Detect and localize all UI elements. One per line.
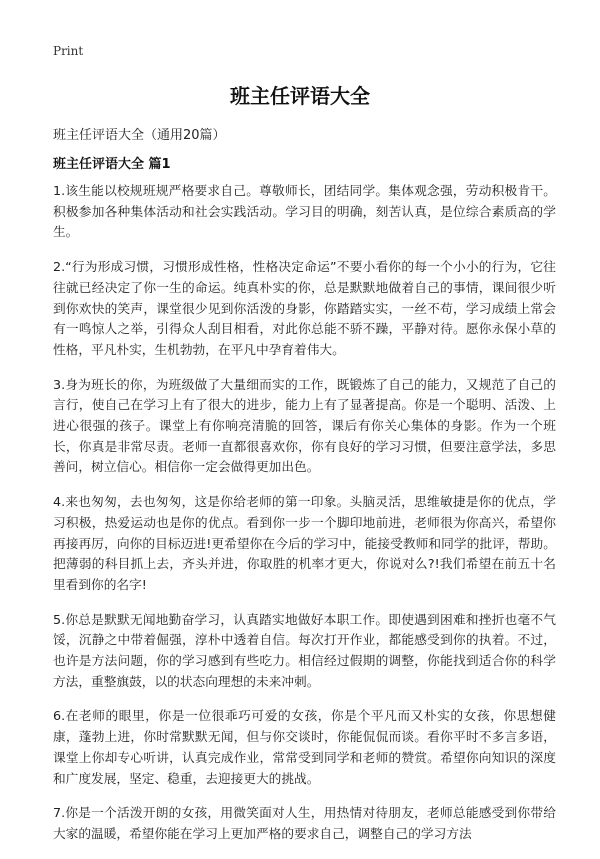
article-body (53, 181, 556, 859)
comment-paragraph-5: 5.你总是默默无闻地勤奋学习，认真踏实地做好本职工作。即使遇到困难和挫折也毫不气馁，沉静之中带着倔强，淳朴中透着自信。每次打开作业，都能感受到你的执着。不过，也许是方法问题，你的学习感到有些吃力。相信经过假期的调整，你能找到适合你的科学方法，重整旗鼓，以的状态向理想的未来冲刺。 (53, 611, 556, 689)
comment-paragraph-3: 3.身为班长的你，为班级做了大量细而实的工作，既锻炼了自己的能力，又规范了自己的言行，使自己在学习上有了很大的进步，能力上有了显著提高。你是一个聪明、活泼、上进心很强的孩子。课堂上有你响亮清脆的回答，课后有你关心集体的身影。作为一个班长，你真是非常尽责。老师一直都很喜欢你，你有良好的学习习惯，但要注意学法，多思善问，树立信心。相信你一定会做得更加出色。 (53, 376, 556, 475)
print-link[interactable]: Print (53, 44, 84, 58)
comment-paragraph-6: 6.在老师的眼里，你是一位很乖巧可爱的女孩，你是个平凡而又朴实的女孩，你思想健康，蓬勃上进，你时常默默无闻，但与你交谈时，你能侃侃而谈。看你平时不多言多语，课堂上你却专心听讲，认真完成作业，常常受到同学和老师的赞赏。希望你向知识的深度和广度发展，坚定、稳重，去迎接更大的挑战。 (53, 708, 556, 786)
section-heading: 班主任评语大全 篇1 (53, 157, 171, 172)
comment-paragraph-7: 7.你是一个活泼开朗的女孩，用微笑面对人生，用热情对待朋友，老师总能感受到你带给大家的温暖，希望你能在学习上更加严格的要求自己，调整自己的学习方法 (53, 805, 556, 841)
comment-paragraph-4: 4.来也匆匆，去也匆匆，这是你给老师的第一印象。头脑灵活，思维敏捷是你的优点，学习积极，热爱运动也是你的优点。看到你一步一个脚印地前进，老师很为你高兴，希望你再接再厉，向你的目标迈进!更希望你在今后的学习中，能接受教师和同学的批评，帮助。把薄弱的科目抓上去，齐头并进，你取胜的机率才更大，你说对么?!我们希望在前五十名里看到你的名字! (53, 494, 556, 592)
document-subtitle: 班主任评语大全（通用20篇） (53, 128, 226, 143)
page-title: 班主任评语大全 (230, 84, 370, 108)
comment-paragraph-1: 1.该生能以校规班规严格要求自己。尊敬师长，团结同学。集体观念强，劳动积极肯干。积极参加各种集体活动和社会实践活动。学习目的明确，刻苦认真，是位综合素质高的学生。 (53, 183, 556, 240)
comment-paragraph-2: 2.“行为形成习惯，习惯形成性格，性格决定命运”不要小看你的每一个小小的行为，它往往就已经决定了你一生的命运。纯真朴实的你，总是默默地做着自己的事情，课间很少听到你欢快的笑声，课堂很少见到你活泼的身影，你踏踏实实，一丝不苟，学习成绩上常会有一鸣惊人之举，引得众人刮目相看，对此你总能不骄不躁，平静对待。愿你永保小草的性格，平凡朴实，生机勃勃，在平凡中孕育着伟大。 (53, 259, 556, 357)
